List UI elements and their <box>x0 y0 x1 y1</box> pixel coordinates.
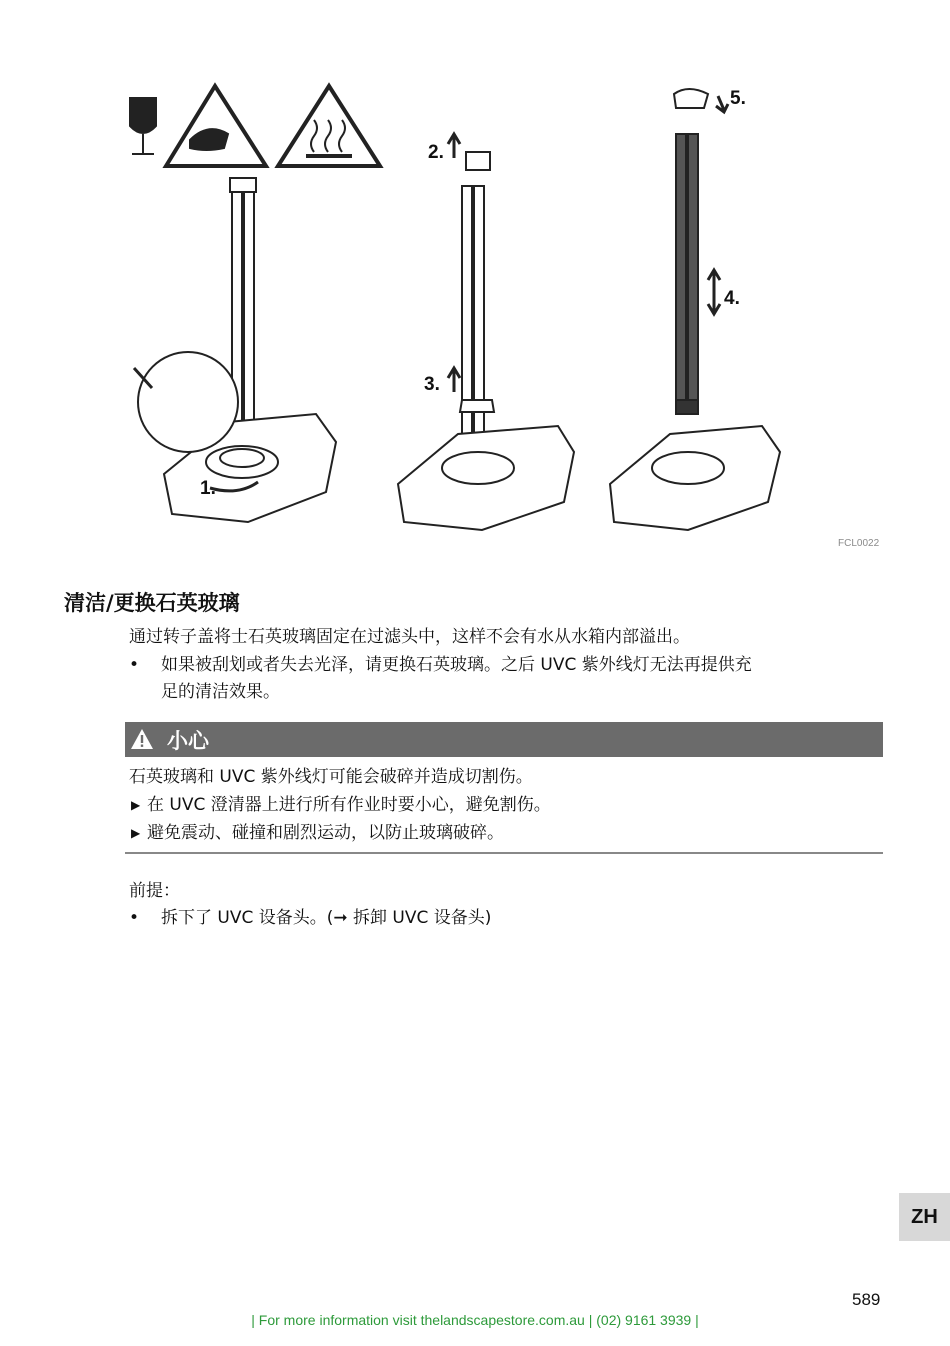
uvc-unit-step1 <box>134 178 336 522</box>
cut-hazard-warning-icon <box>166 86 266 166</box>
uvc-unit-step4-5 <box>610 89 780 530</box>
arrow-up-icon <box>448 368 460 392</box>
bullet-text-line2: 足的清洁效果。 <box>161 682 280 702</box>
caution-header <box>125 722 883 757</box>
step-label-1: 1. <box>200 478 216 499</box>
up-down-arrow-icon <box>708 270 720 314</box>
instruction-figure <box>128 82 883 542</box>
hot-surface-warning-icon <box>278 86 380 166</box>
arrow-up-icon <box>448 134 460 158</box>
uvc-unit-step2-3 <box>398 152 574 530</box>
arrow-down-icon <box>716 96 728 112</box>
step-label-4: 4. <box>724 288 740 309</box>
triangle-bullet-icon: ▶ <box>131 826 141 840</box>
caution-item: 避免震动、碰撞和剧烈运动，以防止玻璃破碎。 <box>147 823 504 843</box>
figure-code: FCL0022 <box>838 538 880 549</box>
language-tab: ZH <box>899 1193 950 1241</box>
caution-title: 小心 <box>167 729 209 753</box>
warning-triangle-icon <box>129 727 155 751</box>
prereq-item[interactable]: 拆下了 UVC 设备头。(➞ 拆卸 UVC 设备头) <box>161 908 492 928</box>
bullet-text-line1: 如果被刮划或者失去光泽，请更换石英玻璃。之后 UVC 紫外线灯无法再提供充 <box>161 655 752 675</box>
bullet-dot: • <box>129 908 140 928</box>
caution-divider <box>125 852 883 854</box>
assembly-illustration <box>128 82 883 542</box>
triangle-bullet-icon: ▶ <box>131 798 141 812</box>
caution-text: 石英玻璃和 UVC 紫外线灯可能会破碎并造成切割伤。 <box>129 767 533 787</box>
prereq-label: 前提： <box>129 881 180 901</box>
footer-link[interactable]: | For more information visit thelandscapestore.com.au | (02) 9161 3939 | <box>251 1312 699 1328</box>
page-number: 589 <box>852 1290 881 1309</box>
step-label-2: 2. <box>428 142 444 163</box>
caution-item: 在 UVC 澄清器上进行所有作业时要小心，避免割伤。 <box>147 795 551 815</box>
bullet-dot: • <box>129 655 140 675</box>
step-label-3: 3. <box>424 374 440 395</box>
section-title: 清洁/更换石英玻璃 <box>64 591 240 615</box>
step-label-5: 5. <box>730 88 746 109</box>
fragile-glass-icon <box>130 98 156 154</box>
intro-text: 通过转子盖将士石英玻璃固定在过滤头中，这样不会有水从水箱内部溢出。 <box>129 627 690 647</box>
